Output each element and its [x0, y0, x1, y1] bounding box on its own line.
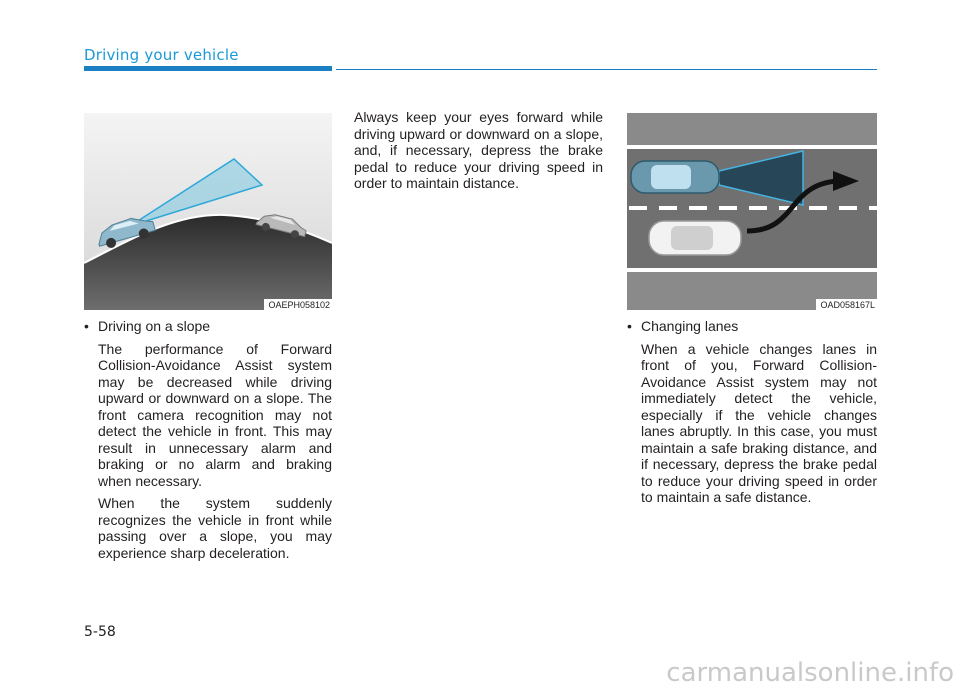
bullet-dot: • [627, 318, 632, 334]
figure-code: OAEPH058102 [264, 299, 332, 310]
column-right [627, 318, 877, 506]
slope-illustration-svg [84, 113, 332, 310]
column-middle [354, 109, 603, 192]
bullet-heading: Driving on a slope [98, 318, 211, 334]
watermark: carmanualsonline.info [666, 658, 954, 688]
section-header-title: Driving your vehicle [84, 46, 239, 64]
lane-change-illustration [627, 113, 877, 310]
bullet-item [84, 318, 332, 335]
car-icon-ego [649, 221, 741, 255]
lane-change-illustration-svg [627, 113, 877, 310]
column-left [84, 318, 332, 561]
body-paragraph: When a vehicle changes lanes in front of you, Forward Collision-Avoidance Assist system may not immediately detect the vehicle, especially if the vehicle changes lanes abruptly. In this case, you must maintain a safe braking distance, and if necessary, depress the brake pedal to reduce your driving speed in order to maintain a safe distance. [641, 340, 877, 505]
car-icon-front [631, 161, 719, 193]
bullet-heading: Changing lanes [641, 318, 739, 334]
bullet-dot: • [84, 318, 89, 334]
page-number: 5-58 [84, 624, 116, 640]
header-rule-thick [84, 66, 332, 71]
body-paragraph: Always keep your eyes forward while driving upward or downward on a slope, and, if necessary, depress the brake pedal to reduce your driving speed in order to maintain distance. [354, 109, 603, 191]
slope-illustration [84, 113, 332, 310]
bullet-item [627, 318, 877, 335]
body-paragraph: The performance of Forward Collision-Avoidance Assist system may be decreased while driving upward or downward on a slope. The front camera recognition may not detect the vehicle in front. This may result in unnecessary alarm and braking or no alarm and braking when necessary. [98, 340, 332, 489]
figure-code: OAD058167L [816, 299, 877, 310]
header-rule-thin [336, 69, 877, 70]
body-paragraph: When the system suddenly recognizes the vehicle in front while passing over a slope, you may experience sharp deceleration. [98, 495, 332, 561]
